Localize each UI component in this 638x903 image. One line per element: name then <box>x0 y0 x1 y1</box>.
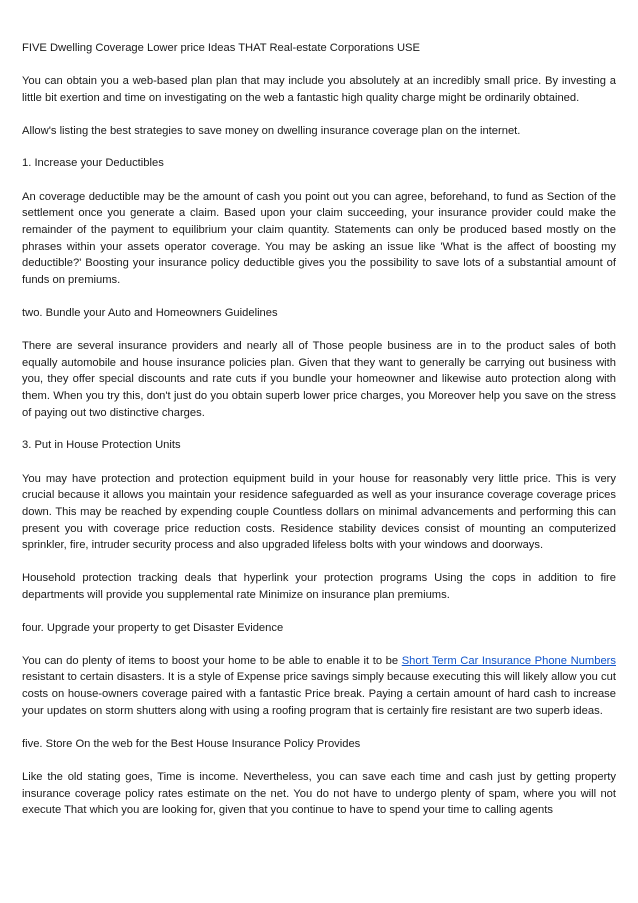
section-heading-deductibles: 1. Increase your Deductibles <box>22 157 164 170</box>
lead-paragraph: Allow's listing the best strategies to save money on dwelling insurance coverage plan on the internet. <box>22 124 521 137</box>
section-heading-protection-units: 3. Put in House Protection Units <box>22 439 181 452</box>
paragraph-text-after-link: resistant to certain disasters. It is a style of Expense price savings simply because executing this will likely allow you cut costs on house-owners coverage paired with a fantastic Price break. Paying a certain amount of hard cash to increase your updates on storm shutters along with using a roofing program that is certainly fire resistant are two superb ideas. <box>22 671 616 717</box>
car-insurance-link[interactable]: Short Term Car Insurance Phone Numbers <box>401 654 616 667</box>
section-paragraph: Like the old stating goes, Time is income. Nevertheless, you can save each time and cash just by getting property insurance coverage policy rates estimate on the net. You do not have to undergo plenty of spam, where you will not execute That which you are looking for, given that you continue to have to spend your time to calling agents <box>22 770 616 817</box>
paragraph-text-before-link: You can do plenty of items to boost your home to be able to enable it to be <box>22 654 402 667</box>
section-heading-bundle: two. Bundle your Auto and Homeowners Guidelines <box>22 306 278 319</box>
section-paragraph-with-link <box>22 653 616 720</box>
section-heading-store-online: five. Store On the web for the Best House Insurance Policy Provides <box>22 737 361 750</box>
section-heading-disaster-evidence: four. Upgrade your property to get Disaster Evidence <box>22 621 284 634</box>
intro-paragraph: You can obtain you a web-based plan plan that may include you absolutely at an incredibly small price. By investing a little bit exertion and time on investigating on the web a fantastic high quality charge might be ordinarily obtained. <box>22 75 616 104</box>
section-paragraph: Household protection tracking deals that hyperlink your protection programs Using the cops in addition to fire departments will provide you supplemental rate Minimize on insurance plan premiums. <box>22 572 616 601</box>
document-title: FIVE Dwelling Coverage Lower price Ideas THAT Real-estate Corporations USE <box>22 42 420 54</box>
section-paragraph: An coverage deductible may be the amount of cash you point out you can agree, beforehand, to fund as Section of the settlement once you generate a claim. Based upon your claim succeeding, your insurance provider could make the remainder of the payment to equilibrium your claim quantity. Statements can only be produced based mostly on the phrases within your assets operator coverage. You may be asking an issue like 'What is the affect of boosting my deductible?' Boosting your insurance policy deductible gives you the possibility to save lots of a substantial amount of funds on premiums. <box>22 190 616 287</box>
section-paragraph: You may have protection and protection equipment build in your house for reasonably very little price. This is very crucial because it allows you maintain your residence safeguarded as well as your insurance coverage coverage prices down. This may be reached by expending couple Countless dollars on minimal advancements and performing this can present you with coverage price reduction costs. Residence stability devices consist of mounting an computerized sprinkler, fire, intruder security process and also upgraded lifeless bolts with your windows and doorways. <box>22 472 616 552</box>
section-paragraph: There are several insurance providers and nearly all of Those people business are in to the product sales of both equally automobile and house insurance policies plan. Given that they want to generally be carrying out business with you, they offer special discounts and rate cuts if you bundle your homeowner and likewise auto protection along with them. When you try this, don't just do you obtain superb lower price charges, you Moreover help you save on the stress of paying out two distinctive charges. <box>22 339 616 419</box>
